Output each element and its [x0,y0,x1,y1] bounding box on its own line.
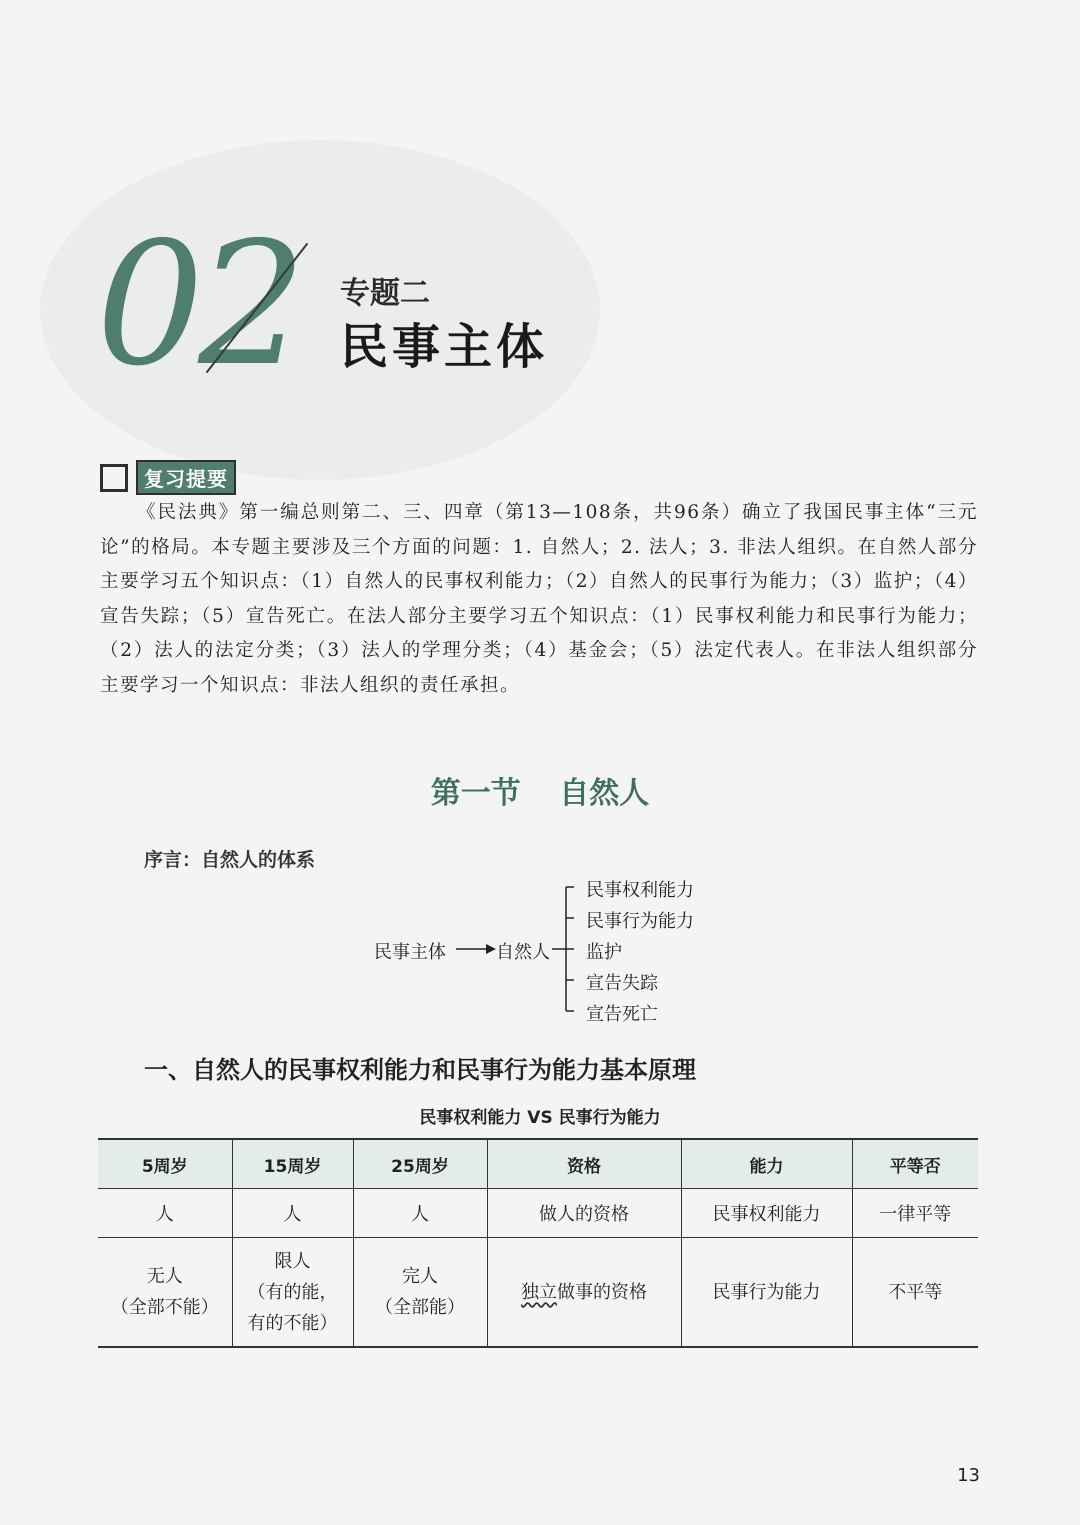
table-cell: 人 [353,1189,487,1238]
table-cell: 民事权利能力 [681,1189,852,1238]
root-arrow-head [486,944,496,954]
table-cell: 不平等 [852,1238,978,1348]
square-icon [100,464,128,492]
table-cell [232,1238,353,1348]
chapter-title: 民事主体 [340,319,549,375]
chapter-label: 专题二 [340,276,430,311]
table-cell [353,1238,487,1348]
cell-line: （全部能） [375,1297,465,1318]
chapter-number: 02 [96,206,301,404]
table-header-cell: 能力 [681,1139,852,1189]
emphasis-underlined: 独立 [521,1281,557,1303]
preface-title: 序言：自然人的体系 [144,849,316,871]
page-number: 13 [957,1465,980,1486]
table-row [98,1238,978,1348]
capacity-comparison-table [98,1138,978,1348]
cell-text: 做事的资格 [557,1281,647,1303]
diagram-branch: 民事权利能力 [586,880,694,901]
cell-line: 有的不能） [247,1312,338,1334]
table-header-cell: 平等否 [852,1139,978,1189]
table-cell [98,1238,232,1348]
cell-line: 无人 [146,1266,183,1287]
diagram-branch: 民事行为能力 [586,911,694,932]
table-cell: 一律平等 [852,1189,978,1238]
natural-person-diagram [360,872,740,1032]
table-cell: 人 [232,1189,353,1238]
cell-line: 完人 [402,1266,438,1287]
table-cell: 做人的资格 [487,1189,681,1238]
diagram-node: 自然人 [496,942,550,963]
cell-line: （有的能， [247,1281,338,1303]
table-header-row [98,1139,978,1189]
table-header-cell: 5周岁 [98,1139,232,1189]
table-cell [487,1238,681,1348]
table-cell: 人 [98,1189,232,1238]
review-header [100,460,236,495]
table-header-cell: 15周岁 [232,1139,353,1189]
table-caption: 民事权利能力 VS 民事行为能力 [419,1108,661,1128]
table-header-cell: 资格 [487,1139,681,1189]
subsection-title: 一、自然人的民事权利能力和民事行为能力基本原理 [144,1056,696,1084]
cell-line: 限人 [274,1250,311,1272]
section-title: 第一节 自然人 [430,776,650,811]
table-header-cell: 25周岁 [353,1139,487,1189]
diagram-branch: 监护 [586,942,622,963]
review-paragraph: 《民法典》第一编总则第二、三、四章（第13—108条，共96条）确立了我国民事主体“三元论”的格局。本专题主要涉及三个方面的问题：1. 自然人；2. 法人；3. 非法人组织。在自然人部分主要学习五个知识点：（1）自然人的民事权利能力；（2）自然人的民事行为能力；（3）监护；（4）宣告失踪；（5）宣告死亡。在法人部分主要学习五个知识点：（1）民事权利能力和民事行为能力；（2）法人的法定分类；（3）法人的学理分类；（4）基金会；（5）法定代表人。在非法人组织部分主要学习一个知识点：非法人组织的责任承担。 [100,502,978,696]
diagram-branch: 宣告死亡 [586,1004,658,1025]
diagram-branch: 宣告失踪 [586,973,658,994]
table-row [98,1189,978,1238]
diagram-root: 民事主体 [374,942,446,963]
table-cell: 民事行为能力 [681,1238,852,1348]
review-label: 复习提要 [136,460,236,495]
cell-line: （全部不能） [110,1297,219,1318]
